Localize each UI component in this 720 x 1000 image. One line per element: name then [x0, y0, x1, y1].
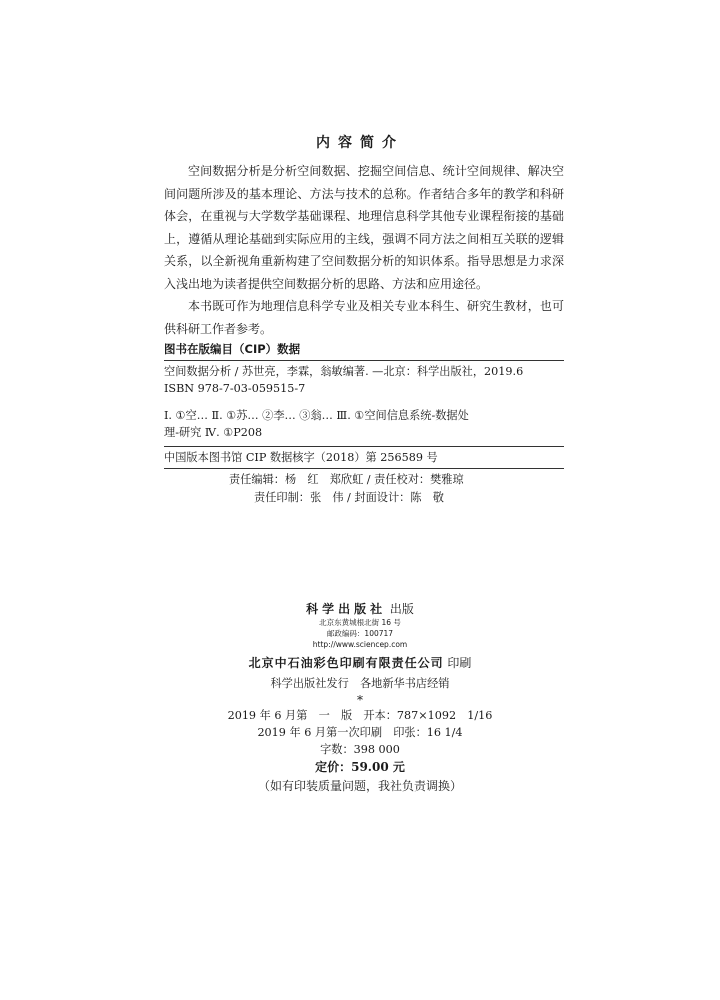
cip-line: 中国版本图书馆 CIP 数据核字（2018）第 256589 号: [164, 451, 438, 464]
quality-notice: （如有印装质量问题，我社负责调换）: [257, 779, 462, 793]
publisher-line: [0, 600, 720, 617]
printer-line: [0, 654, 720, 671]
intro-paragraph: 本书既可作为地理信息科学专业及相关专业本科生、研究生教材，也可供科研工作者参考。: [164, 299, 564, 336]
printer-name: 北京中石油彩色印刷有限责任公司: [248, 656, 444, 670]
word-count: 字数：398 000: [320, 743, 400, 756]
printer-suffix: 印刷: [447, 656, 472, 670]
separator-star: *: [357, 693, 363, 707]
postcode: 邮政编码：100717: [326, 629, 394, 638]
divider: [164, 446, 564, 447]
printing-line: 2019 年 6 月第一次印刷 印张：16 1/4: [257, 726, 463, 739]
intro-title: 内容简介: [316, 135, 404, 151]
cip-bibliographic: [164, 361, 564, 444]
imprint-block: [0, 600, 720, 796]
divider: [164, 468, 564, 469]
staff-line: 责任印制：张 伟 / 封面设计：陈 敬: [254, 491, 444, 504]
cip-line: ISBN 978-7-03-059515-7: [164, 382, 306, 395]
publisher-suffix: 出版: [389, 602, 414, 616]
publisher-address: 北京东黄城根北街 16 号: [319, 618, 401, 627]
intro-paragraph: 空间数据分析是分析空间数据、挖掘空间信息、统计空间规律、解决空间问题所涉及的基本理论、方法与技术的总称。作者结合多年的教学和科研体会，在重视与大学数学基础课程、地理信息科学其他专业课程衔接的基础上，遵循从理论基础到实际应用的主线，强调不同方法之间相互关联的逻辑关系，以全新视角重新构建了空间数据分析的知识体系。指导思想是力求深入浅出地为读者提供空间数据分析的思路、方法和应用途径。: [164, 164, 564, 291]
cip-line: 空间数据分析 / 苏世亮，李霖，翁敏编著. —北京：科学出版社，2019.6: [164, 365, 524, 378]
distribution-line: 科学出版社发行 各地新华书店经销: [270, 677, 450, 690]
cip-line: Ⅰ. ①空… Ⅱ. ①苏… ②李… ③翁… Ⅲ. ①空间信息系统-数据处: [164, 409, 469, 422]
edition-line: 2019 年 6 月第 一 版 开本：787×1092 1/16: [227, 709, 493, 722]
cip-line: 理-研究 Ⅳ. ①P208: [164, 426, 263, 439]
cip-block: [164, 341, 564, 471]
staff-line: 责任编辑：杨 红 郑欣虹 / 责任校对：樊雅琼: [229, 473, 464, 486]
intro-body: [164, 160, 564, 340]
price: 定价：59.00 元: [315, 760, 405, 774]
publisher-name: 科学出版社: [306, 602, 387, 616]
cip-heading: 图书在版编目（CIP）数据: [164, 341, 564, 361]
website: http://www.sciencep.com: [312, 640, 408, 649]
